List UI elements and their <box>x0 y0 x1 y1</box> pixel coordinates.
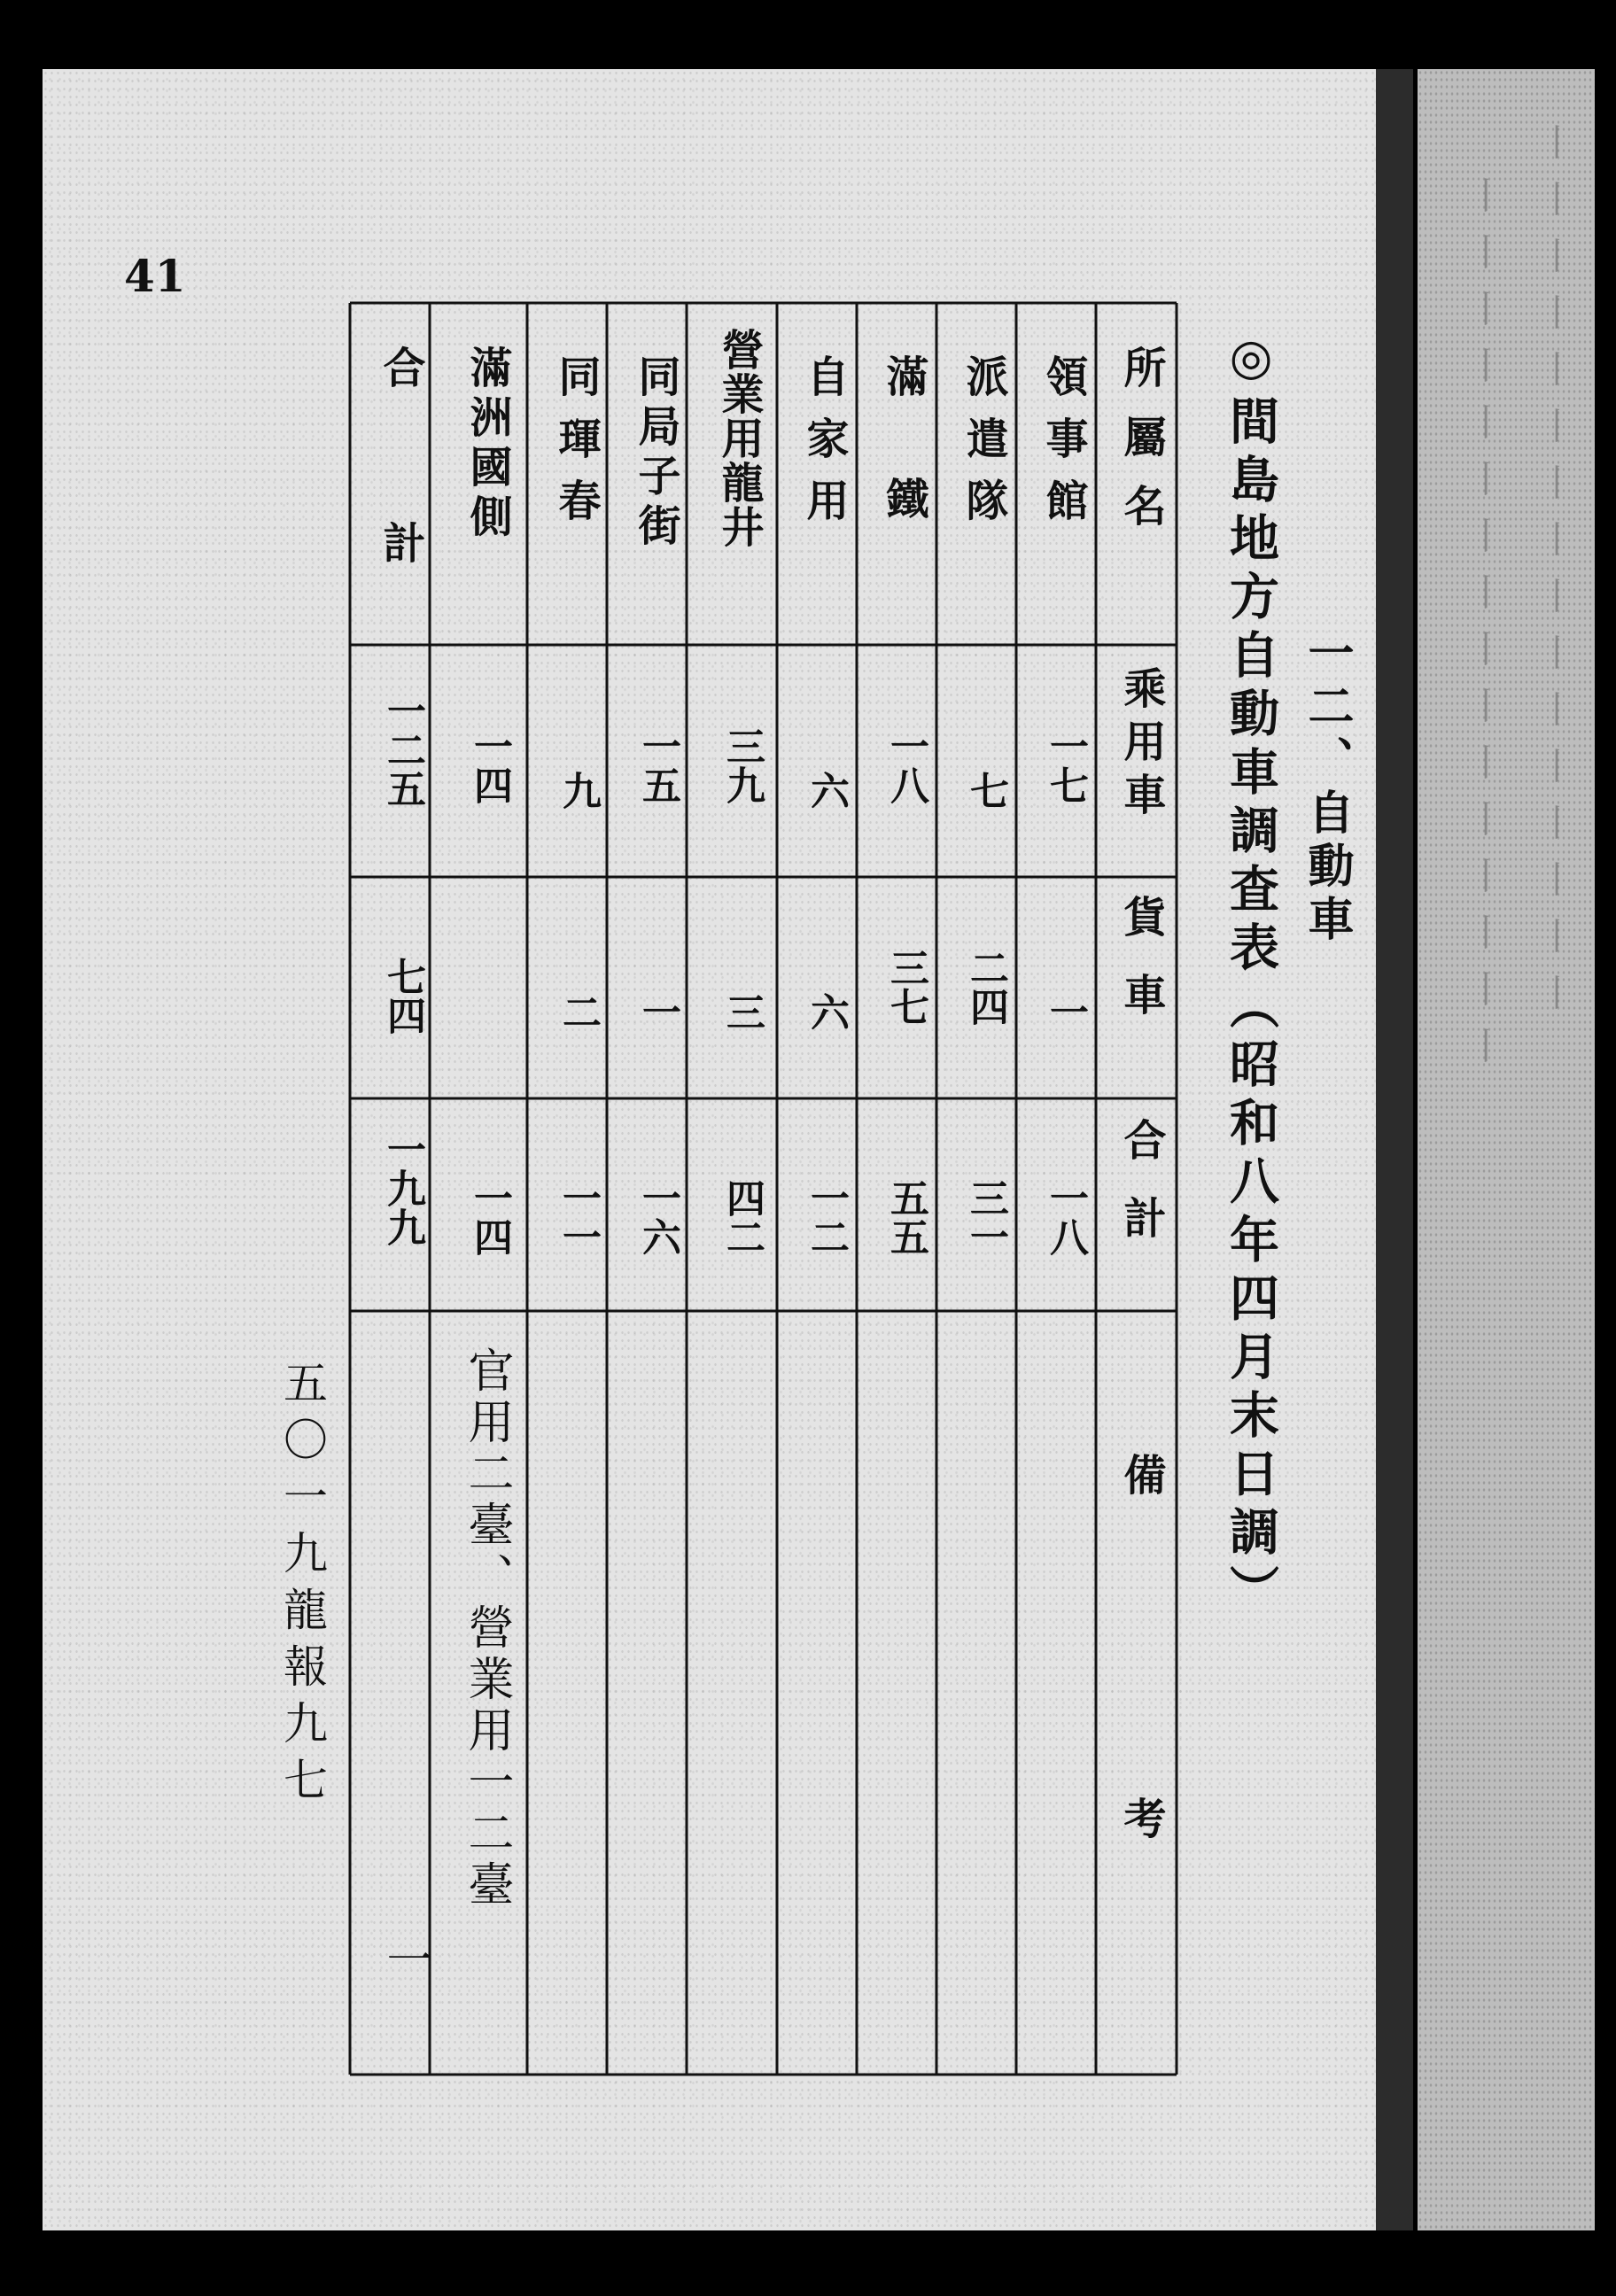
row-total: 三一 <box>963 1178 1008 1256</box>
row-name: 領事館 <box>1038 354 1088 540</box>
row-total: 一六 <box>635 1178 680 1256</box>
row-total: 五五 <box>883 1178 928 1256</box>
row-passenger: 三九 <box>719 726 765 804</box>
row-passenger: 七 <box>963 771 1008 810</box>
row-total: 一一 <box>556 1178 601 1256</box>
row-name: 滿洲國側 <box>462 345 512 544</box>
table-title: ◎間島地方自動車調査表（昭和八年四月末日調） <box>1222 328 1280 1623</box>
row-name: 營業用龍井 <box>714 328 764 549</box>
row-passenger: 一七 <box>1043 726 1088 804</box>
row-passenger: 九 <box>556 771 601 810</box>
row-total: 一四 <box>467 1178 512 1256</box>
header-passenger: 乘用車 <box>1116 666 1166 826</box>
row-name: 自家用 <box>799 354 849 540</box>
row-passenger: 一二五 <box>380 691 425 808</box>
row-name: 合計 <box>376 345 425 696</box>
row-passenger: 一四 <box>467 726 512 804</box>
row-passenger: 一五 <box>635 726 680 804</box>
row-passenger: 一八 <box>883 726 928 804</box>
header-affiliation: 所屬名 <box>1116 345 1166 553</box>
header-remarks: 備考 <box>1116 1453 1166 2140</box>
row-freight: 二四 <box>963 948 1008 1026</box>
bleed-through-text-2: 〡〡〡〡〡〡〡〡〡〡〡〡〡〡〡〡 <box>1459 175 1504 1082</box>
header-freight: 貨車 <box>1116 895 1166 1051</box>
row-total: 一八 <box>1043 1178 1088 1256</box>
footer-reference: 五〇一九龍報九七 <box>276 1360 328 1813</box>
row-name: 滿鐵 <box>879 354 928 599</box>
bleed-through-text-1: 〡〡〡〡〡〡〡〡〡〡〡〡〡〡〡〡 <box>1530 122 1575 1029</box>
row-freight: 六 <box>804 992 849 1031</box>
row-remarks: 官用二臺、營業用一二臺 <box>460 1346 513 1912</box>
row-freight: 二 <box>556 992 601 1031</box>
row-total: 一九九 <box>380 1129 425 1246</box>
row-freight: 七四 <box>380 957 425 1035</box>
row-name: 同琿春 <box>551 354 601 540</box>
row-total: 四二 <box>719 1178 765 1256</box>
row-name: 派遣隊 <box>959 354 1008 540</box>
row-freight: 一 <box>1043 992 1088 1031</box>
header-total: 合計 <box>1116 1118 1166 1274</box>
row-freight: 三 <box>719 992 765 1031</box>
row-name: 同局子街 <box>631 354 680 553</box>
row-freight: 一 <box>635 992 680 1031</box>
page-number: 41 <box>124 250 186 302</box>
row-remarks: 一 <box>378 1935 431 1987</box>
row-freight: 三七 <box>883 948 928 1026</box>
section-heading: 一二、自動車 <box>1300 629 1354 948</box>
row-total: 一二 <box>804 1178 849 1256</box>
row-passenger: 六 <box>804 771 849 810</box>
